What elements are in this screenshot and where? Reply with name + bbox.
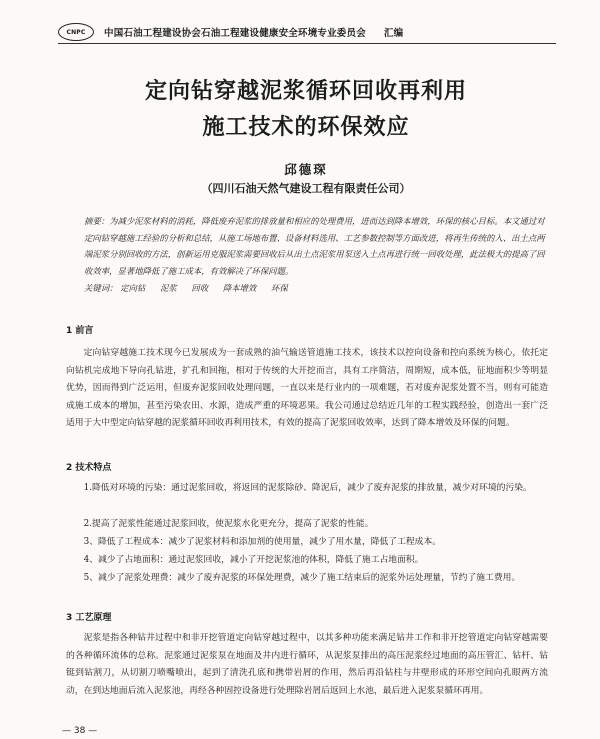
feature-item-3: 3、降低了工程成本：减少了泥浆材料和添加剂的使用量，减少了用水量，降低了工程成本。 xyxy=(83,537,442,547)
keyword: 降本增效 xyxy=(222,283,257,293)
keyword: 定向钻 xyxy=(120,283,146,293)
keyword: 回收 xyxy=(191,283,209,293)
section-heading-preface: 1 前言 xyxy=(66,326,94,336)
affiliation: （四川石油天然气建设工程有限责任公司） xyxy=(201,182,411,195)
section-paragraph: 泥浆是指各种钻井过程中和非开挖管道定向钻穿越过程中，以其多种功能来满足钻井工作和非开挖管道定向钻穿越需要的各种循环流体的总称。泥浆通过泥浆泵在地面及井内进行循环，从泥浆泵排出的高压泥浆经过地面的高压管汇、钻杆、钻铤到钻割刀，从切割刀喷嘴喷出，起到了清洗孔底和携带岩屑的作用，然后再沿钻柱与井壁形成的环形空间向孔眼两方流动，在到达地面后流入泥浆池，再经各种固控设备进行处理除岩屑后返回上水池，最后进入泥浆泵循环再用。 xyxy=(66,633,548,696)
abstract: 摘要：为减少泥浆材料的消耗，降低废弃泥浆的排放量和相应的处理费用，进而达到降本增效，环保的核心目标。本文通过对定向钻穿越施工经验的分析和总结，从施工场地布置、设备材料选用、工艺参数控制等方面改进，将再生传统的入、出土点两端泥浆分别回收的方法，创新运用克服泥浆需要回收后从出土点泥浆用泵送入土点再进行统一回收处理，此法极大的提高了回收效率，显著地降低了施工成本，有效解决了环保问题。 xyxy=(84,216,545,276)
running-header xyxy=(62,20,562,44)
feature-item-4: 4、减少了占地面积：通过泥浆回收，减小了开挖泥浆池的体积，降低了施工占地面积。 xyxy=(83,555,424,565)
title-line-2: 施工技术的环保效应 xyxy=(202,114,410,140)
feature-item-1: 1.降低对环境的污染：通过泥浆回收，将返回的泥浆除砂、降泥后，减少了废弃泥浆的排放量，减少对环境的污染。 xyxy=(83,483,532,493)
keyword: 泥浆 xyxy=(159,283,177,293)
keywords-label: 关键词： xyxy=(84,283,118,293)
author: 邱德琛 xyxy=(284,162,328,177)
header-compiled: 汇编 xyxy=(383,28,404,39)
section-paragraph: 定向钻穿越施工技术现今已发展成为一套成熟的油气输送管道施工技术，该技术以控向设备和控向系统为核心，依托定向钻机完成地下导向孔钻进，扩孔和回拖，相对于传统的大开挖而言，具有工序简洁，周期短，成本低，征地面积少等明显优势，因而得到广泛运用，但废弃泥浆回收处理问题，一直以来是行业内的一项难题，若对废弃泥浆处置不当，则有可能造成施工成本的增加，甚至污染农田、水源，造成严重的环境恶果。我公司通过总结近几年的工程实践经验，创造出一套广泛适用于大中型定向钻穿越的泥浆循环回收再利用技术，有效的提高了泥浆回收效率，达到了降本增效及环保的问题。 xyxy=(66,348,548,429)
feature-item-2: 2.提高了泥浆性能通过泥浆回收，使泥浆水化更充分，提高了泥浆的性能。 xyxy=(83,519,374,529)
section-heading-features: 2 技术特点 xyxy=(66,463,112,473)
title-line-1: 定向钻穿越泥浆循环回收再利用 xyxy=(144,78,467,104)
feature-item-5: 5、减少了泥浆处理费：减少了废弃泥浆的环保处理费，减少了施工结束后的泥浆外运处理量，节约了施工费用。 xyxy=(83,573,521,583)
header-org: 中国石油工程建设协会石油工程建设健康安全环境专业委员会 xyxy=(104,28,366,39)
keyword: 环保 xyxy=(270,283,288,293)
header-rule xyxy=(58,43,556,44)
keywords xyxy=(84,282,550,294)
page-number: — 38 — xyxy=(62,726,98,736)
cnpc-logo: CNPC xyxy=(58,23,94,41)
section-heading-principle: 3 工艺原理 xyxy=(66,613,112,623)
